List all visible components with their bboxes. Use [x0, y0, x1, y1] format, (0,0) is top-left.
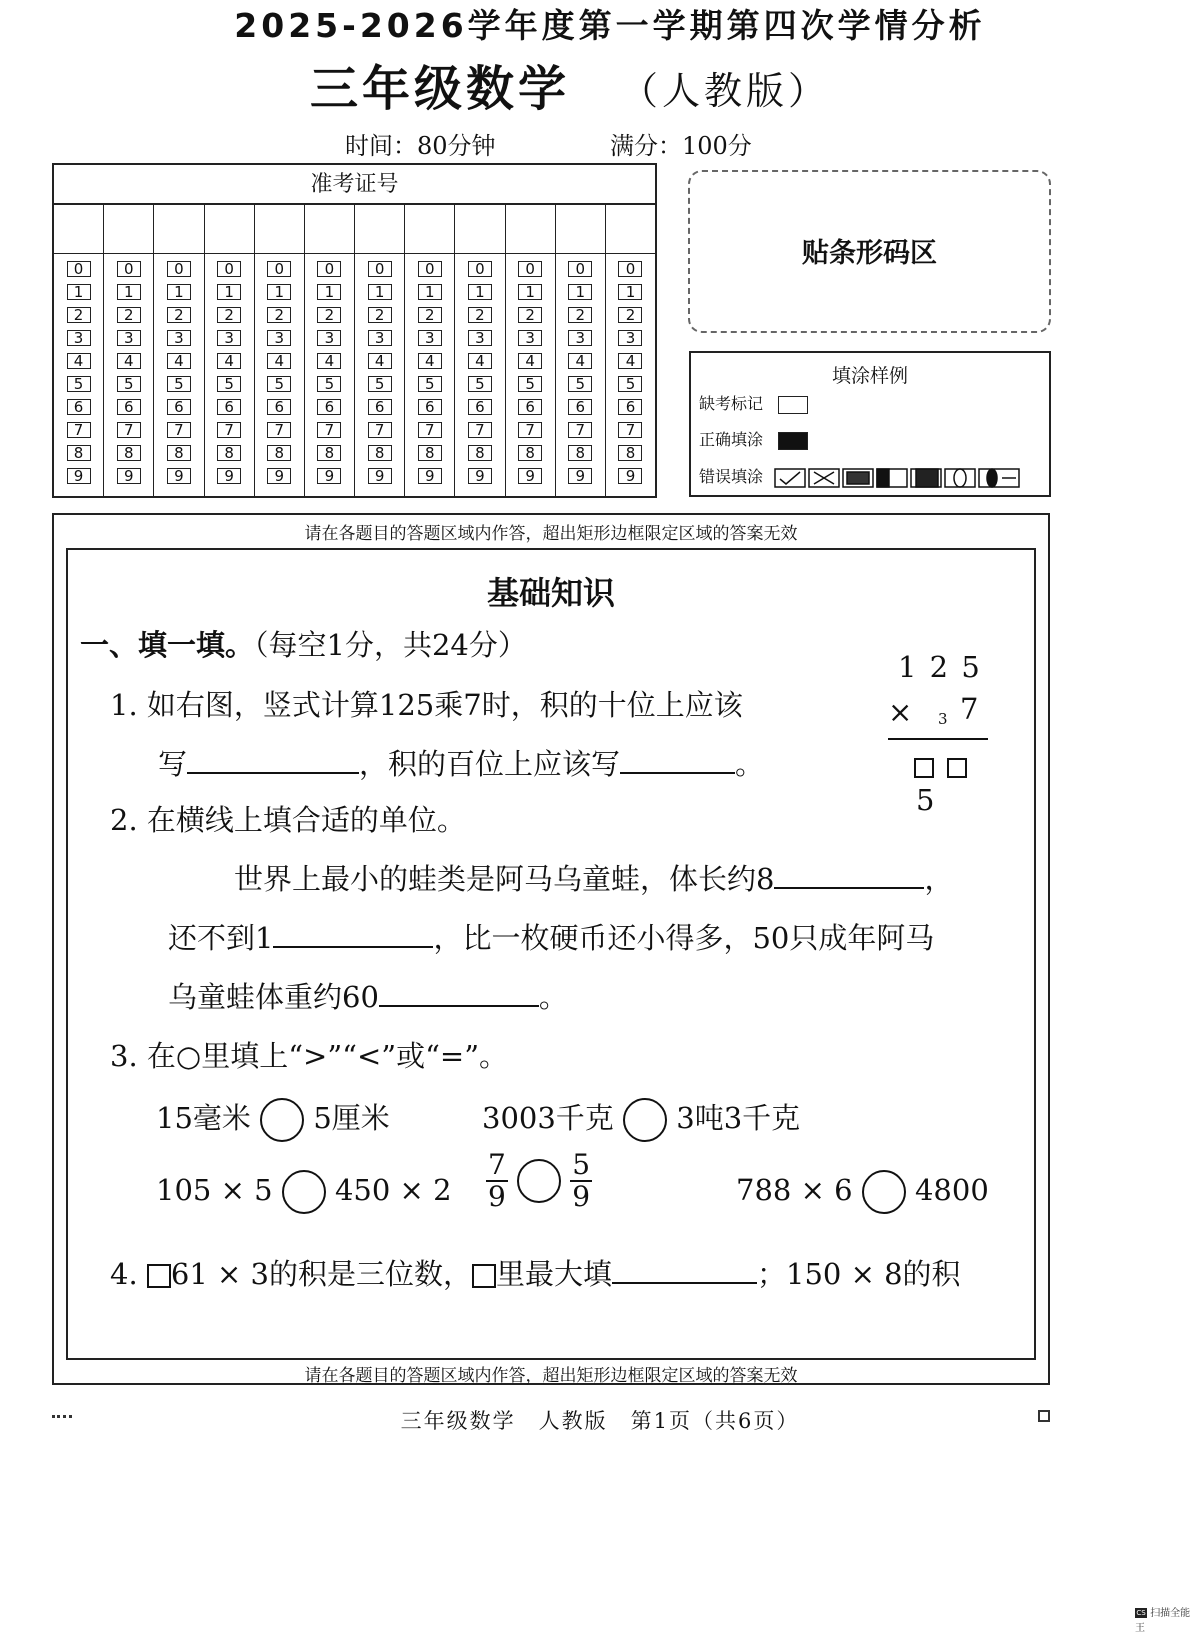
scanner-brand-text: 扫描全能王 — [1135, 1608, 1191, 1634]
result-hundreds-box[interactable] — [914, 758, 934, 778]
q2-weight-blank[interactable] — [379, 1004, 539, 1007]
question-3-prompt-line — [110, 1034, 508, 1075]
id-digit-bubble[interactable]: 0 — [518, 261, 542, 277]
question-1-line1 — [110, 683, 743, 724]
id-column — [205, 205, 255, 496]
full-score: 满分：100分 — [610, 132, 752, 160]
question-4-line — [110, 1252, 961, 1293]
id-digit-bubble[interactable]: 4 — [368, 353, 392, 369]
id-write-cell[interactable] — [54, 205, 103, 254]
result-line — [888, 738, 988, 740]
compare-5-right: 4800 — [914, 1173, 989, 1207]
compare-3-left: 105 × 5 — [156, 1173, 273, 1207]
edition-label: （人教版） — [620, 69, 831, 113]
q4-digit-box — [147, 1264, 171, 1288]
question-3-number: 3. — [110, 1039, 138, 1073]
id-write-cell[interactable] — [305, 205, 354, 254]
compare-4-circle[interactable] — [517, 1159, 561, 1203]
section-title: 基础知识 — [486, 574, 615, 612]
exam-title: 2025-2026学年度第一学期第四次学情分析 — [234, 6, 986, 45]
question-2-line3 — [168, 975, 568, 1016]
question-1-text-a: 写 — [158, 747, 188, 781]
wrong-fill-row — [699, 464, 1024, 489]
absent-mark-label: 缺考标记 — [699, 394, 764, 413]
id-digit-bubble[interactable]: 8 — [267, 445, 291, 461]
question-2-prompt-line — [110, 798, 466, 839]
question-1-text: 如右图，竖式计算125乘7时，积的十位上应该 — [146, 688, 743, 722]
question-2-text-1: 世界上最小的蛙类是阿马乌童蛙，体长约8 — [234, 862, 775, 896]
id-digit-bubble[interactable]: 7 — [217, 422, 241, 438]
notice-top: 请在各题目的答题区域内作答，超出矩形边框限定区域的答案无效 — [304, 524, 798, 544]
wrong-fill-label: 错误填涂 — [699, 467, 764, 486]
q1-tens-blank[interactable] — [187, 771, 359, 774]
id-digit-bubble[interactable]: 3 — [568, 330, 592, 346]
id-digit-bubble[interactable]: 4 — [568, 353, 592, 369]
id-column — [556, 205, 606, 496]
id-digit-bubble[interactable]: 9 — [368, 468, 392, 484]
result-ones-digit: 5 — [916, 783, 935, 817]
id-digit-bubble[interactable]: 6 — [167, 399, 191, 415]
id-digit-bubble[interactable]: 2 — [468, 307, 492, 323]
compare-1-circle[interactable] — [260, 1098, 304, 1142]
id-digit-bubble[interactable]: 6 — [368, 399, 392, 415]
compare-5-circle[interactable] — [862, 1170, 906, 1214]
id-digit-bubble[interactable]: 2 — [368, 307, 392, 323]
q2-body-length-blank[interactable] — [774, 886, 924, 889]
answer-frame — [66, 548, 1036, 1360]
compare-item-4 — [486, 1150, 592, 1212]
id-digit-bubble[interactable]: 7 — [618, 422, 642, 438]
id-digit-bubble[interactable]: 6 — [418, 399, 442, 415]
question-4-text-c: ；150 × 8的积 — [757, 1257, 961, 1291]
id-column — [606, 205, 655, 496]
fill-sample-title: 填涂样例 — [831, 365, 908, 387]
id-digit-bubble[interactable]: 8 — [418, 445, 442, 461]
id-digit-bubble[interactable]: 4 — [418, 353, 442, 369]
id-digit-bubble[interactable]: 6 — [618, 399, 642, 415]
id-digit-bubble[interactable]: 9 — [267, 468, 291, 484]
id-digit-bubble[interactable]: 0 — [267, 261, 291, 277]
id-digit-bubble[interactable]: 0 — [418, 261, 442, 277]
id-digit-bubble[interactable]: 6 — [317, 399, 341, 415]
id-digit-bubble[interactable]: 0 — [468, 261, 492, 277]
compare-4-right-numerator: 5 — [572, 1148, 591, 1181]
compare-4-right-fraction — [570, 1150, 592, 1212]
compare-1-right: 5厘米 — [313, 1101, 390, 1135]
compare-2-left: 3003千克 — [482, 1101, 614, 1135]
question-1-line2 — [158, 742, 764, 783]
id-digit-bubble[interactable]: 7 — [468, 422, 492, 438]
id-column — [405, 205, 455, 496]
q4-digit-box-ref — [472, 1264, 496, 1288]
id-digit-bubble[interactable]: 9 — [217, 468, 241, 484]
compare-2-right: 3吨3千克 — [676, 1101, 801, 1135]
id-column — [455, 205, 505, 496]
id-digit-bubble[interactable]: 1 — [217, 284, 241, 300]
id-digit-bubble[interactable]: 1 — [67, 284, 91, 300]
id-digit-bubble[interactable]: 3 — [618, 330, 642, 346]
id-digit-bubble[interactable]: 0 — [217, 261, 241, 277]
compare-item-3 — [156, 1170, 452, 1214]
id-digit-bubble[interactable]: 4 — [67, 353, 91, 369]
id-digit-bubble[interactable]: 5 — [317, 376, 341, 392]
id-write-cell[interactable] — [255, 205, 304, 254]
time-limit: 时间：80分钟 — [345, 132, 496, 160]
question-2-number: 2. — [110, 803, 138, 837]
id-write-cell[interactable] — [355, 205, 404, 254]
id-digit-bubble[interactable]: 3 — [117, 330, 141, 346]
q1-hundreds-blank[interactable] — [620, 771, 735, 774]
id-digit-bubble[interactable]: 1 — [518, 284, 542, 300]
q2-less-than-blank[interactable] — [273, 945, 433, 948]
compare-item-1 — [156, 1096, 390, 1142]
id-column — [355, 205, 405, 496]
id-digit-bubble[interactable]: 0 — [117, 261, 141, 277]
id-digit-bubble[interactable]: 2 — [167, 307, 191, 323]
id-digit-bubble[interactable]: 3 — [518, 330, 542, 346]
id-digit-bubble[interactable]: 3 — [217, 330, 241, 346]
id-digit-bubble[interactable]: 0 — [368, 261, 392, 277]
answer-area — [52, 513, 1050, 1385]
id-digit-bubble[interactable]: 2 — [418, 307, 442, 323]
id-digit-bubble[interactable]: 8 — [67, 445, 91, 461]
correct-fill-icon — [778, 432, 808, 450]
compare-2-circle[interactable] — [623, 1098, 667, 1142]
id-digit-bubble[interactable]: 0 — [167, 261, 191, 277]
correct-fill-row — [699, 427, 808, 450]
id-digit-bubble[interactable]: 9 — [167, 468, 191, 484]
id-digit-bubble[interactable]: 9 — [418, 468, 442, 484]
id-digit-bubble[interactable]: 6 — [67, 399, 91, 415]
id-digit-bubble[interactable]: 1 — [418, 284, 442, 300]
question-3-prompt: 在○里填上“>”“<”或“=”。 — [146, 1039, 509, 1073]
id-digit-bubble[interactable]: 1 — [618, 284, 642, 300]
compare-5-left: 788 × 6 — [736, 1173, 853, 1207]
question-4-number: 4. — [110, 1257, 138, 1291]
id-digit-bubble[interactable]: 0 — [618, 261, 642, 277]
question-2-text-2b: ，比一枚硬币还小得多，50只成年阿马 — [433, 921, 935, 955]
id-digit-bubble[interactable]: 8 — [368, 445, 392, 461]
id-digit-bubble[interactable]: 6 — [267, 399, 291, 415]
id-digit-bubble[interactable]: 8 — [217, 445, 241, 461]
id-digit-bubble[interactable]: 7 — [167, 422, 191, 438]
id-digit-bubble[interactable]: 7 — [317, 422, 341, 438]
id-digit-bubble[interactable]: 5 — [618, 376, 642, 392]
question-1-text-c: 。 — [735, 747, 765, 781]
id-digit-bubble[interactable]: 1 — [568, 284, 592, 300]
id-digit-bubble[interactable]: 2 — [317, 307, 341, 323]
id-write-cell[interactable] — [506, 205, 555, 254]
notice-bottom: 请在各题目的答题区域内作答，超出矩形边框限定区域的答案无效 — [304, 1366, 798, 1386]
absent-mark-row — [699, 391, 808, 414]
id-digit-bubble[interactable]: 2 — [117, 307, 141, 323]
id-digit-bubble[interactable]: 6 — [518, 399, 542, 415]
wrong-fill-examples-icon — [774, 467, 1024, 489]
id-digit-bubble[interactable]: 8 — [117, 445, 141, 461]
multiplicand: 1 2 5 — [898, 650, 982, 684]
id-digit-bubble[interactable]: 5 — [368, 376, 392, 392]
id-digit-bubble[interactable]: 9 — [117, 468, 141, 484]
absent-mark-checkbox[interactable] — [778, 396, 808, 414]
id-column — [506, 205, 556, 496]
id-digit-bubble[interactable]: 1 — [317, 284, 341, 300]
fill-sample-box — [689, 351, 1051, 497]
id-digit-bubble[interactable]: 0 — [317, 261, 341, 277]
candidate-id-grid — [52, 163, 657, 498]
result-tens-box[interactable] — [947, 758, 967, 778]
compare-1-left: 15毫米 — [156, 1101, 251, 1135]
subject-title: 三年级数学 — [310, 61, 571, 117]
id-write-cell[interactable] — [455, 205, 504, 254]
question-2-text-3b: 。 — [538, 980, 568, 1014]
question-2-line1 — [234, 857, 953, 898]
id-digit-bubble[interactable]: 2 — [568, 307, 592, 323]
question-4-text-a: 61 × 3的积是三位数， — [170, 1257, 472, 1291]
id-digit-bubble[interactable]: 6 — [217, 399, 241, 415]
multiplier: 7 — [960, 692, 979, 726]
correct-fill-label: 正确填涂 — [699, 430, 764, 449]
id-digit-bubble[interactable]: 9 — [468, 468, 492, 484]
id-digit-bubble[interactable]: 4 — [468, 353, 492, 369]
id-digit-bubble[interactable]: 7 — [117, 422, 141, 438]
id-digit-bubble[interactable]: 8 — [468, 445, 492, 461]
question-2-prompt: 在横线上填合适的单位。 — [146, 803, 466, 837]
id-digit-bubble[interactable]: 5 — [167, 376, 191, 392]
part1-score: （每空1分，共24分） — [254, 628, 527, 662]
id-digit-bubble[interactable]: 6 — [568, 399, 592, 415]
compare-4-left-denominator: 9 — [488, 1180, 506, 1213]
id-digit-bubble[interactable]: 0 — [568, 261, 592, 277]
id-digit-bubble[interactable]: 7 — [267, 422, 291, 438]
id-digit-bubble[interactable]: 9 — [618, 468, 642, 484]
id-digit-bubble[interactable]: 8 — [568, 445, 592, 461]
id-digit-bubble[interactable]: 1 — [468, 284, 492, 300]
id-digit-bubble[interactable]: 3 — [418, 330, 442, 346]
id-digit-bubble[interactable]: 1 — [117, 284, 141, 300]
id-digit-bubble[interactable]: 5 — [518, 376, 542, 392]
id-write-cell[interactable] — [154, 205, 203, 254]
carry-digit: 3 — [938, 710, 948, 728]
id-digit-bubble[interactable]: 5 — [67, 376, 91, 392]
times-sign: × — [888, 695, 913, 729]
q4-max-digit-blank[interactable] — [612, 1281, 757, 1284]
id-digit-bubble[interactable]: 0 — [67, 261, 91, 277]
id-digit-bubble[interactable]: 3 — [368, 330, 392, 346]
id-digit-bubble[interactable]: 3 — [167, 330, 191, 346]
id-digit-bubble[interactable]: 2 — [518, 307, 542, 323]
id-digit-bubble[interactable]: 5 — [468, 376, 492, 392]
result-row — [914, 749, 988, 817]
id-digit-bubble[interactable]: 4 — [217, 353, 241, 369]
id-digit-bubble[interactable]: 5 — [117, 376, 141, 392]
id-write-cell[interactable] — [205, 205, 254, 254]
id-digit-bubble[interactable]: 1 — [167, 284, 191, 300]
id-digit-bubble[interactable]: 7 — [518, 422, 542, 438]
id-digit-bubble[interactable]: 5 — [568, 376, 592, 392]
part1-heading — [80, 623, 527, 664]
id-digit-bubble[interactable]: 7 — [568, 422, 592, 438]
question-1-number: 1. — [110, 688, 138, 722]
id-digit-bubble[interactable]: 9 — [568, 468, 592, 484]
question-2-line2 — [168, 916, 934, 957]
id-digit-bubble[interactable]: 2 — [618, 307, 642, 323]
compare-4-left-numerator: 7 — [488, 1148, 506, 1181]
id-digit-bubble[interactable]: 2 — [267, 307, 291, 323]
id-digit-bubble[interactable]: 3 — [67, 330, 91, 346]
id-digit-bubble[interactable]: 1 — [368, 284, 392, 300]
id-digit-bubble[interactable]: 8 — [317, 445, 341, 461]
registration-mark-left-icon — [52, 1415, 72, 1424]
id-write-cell[interactable] — [606, 205, 655, 254]
id-column — [154, 205, 204, 496]
question-4-text-b: 里最大填 — [495, 1257, 612, 1291]
compare-4-left-fraction — [486, 1150, 508, 1212]
registration-mark-right-icon — [1038, 1410, 1050, 1422]
id-digit-bubble[interactable]: 4 — [267, 353, 291, 369]
id-write-cell[interactable] — [104, 205, 153, 254]
id-digit-bubble[interactable]: 8 — [518, 445, 542, 461]
scanner-brand — [1135, 1604, 1200, 1634]
id-digit-bubble[interactable]: 4 — [167, 353, 191, 369]
candidate-id-label: 准考证号 — [54, 165, 655, 205]
id-digit-bubble[interactable]: 7 — [418, 422, 442, 438]
page-footer: 三年级数学 人教版 第1页（共6页） — [400, 1409, 800, 1433]
id-digit-bubble[interactable]: 6 — [468, 399, 492, 415]
id-digit-bubble[interactable]: 9 — [67, 468, 91, 484]
id-column — [305, 205, 355, 496]
compare-3-circle[interactable] — [282, 1170, 326, 1214]
id-digit-bubble[interactable]: 4 — [618, 353, 642, 369]
id-digit-bubble[interactable]: 5 — [267, 376, 291, 392]
id-digit-bubble[interactable]: 2 — [217, 307, 241, 323]
id-digit-bubble[interactable]: 8 — [167, 445, 191, 461]
id-digit-bubble[interactable]: 5 — [217, 376, 241, 392]
question-1-text-b: ，积的百位上应该写 — [359, 747, 621, 781]
id-digit-bubble[interactable]: 3 — [468, 330, 492, 346]
id-digit-bubble[interactable]: 8 — [618, 445, 642, 461]
compare-4-right-denominator: 9 — [572, 1180, 591, 1213]
id-digit-bubble[interactable]: 4 — [317, 353, 341, 369]
compare-3-right: 450 × 2 — [334, 1173, 452, 1207]
id-column — [54, 205, 104, 496]
candidate-id-columns — [54, 205, 655, 496]
id-column — [104, 205, 154, 496]
scanner-logo-icon: CS — [1136, 1609, 1146, 1617]
id-write-cell[interactable] — [405, 205, 454, 254]
compare-item-2 — [482, 1096, 800, 1142]
id-digit-bubble[interactable]: 3 — [267, 330, 291, 346]
id-digit-bubble[interactable]: 5 — [418, 376, 442, 392]
id-digit-bubble[interactable]: 4 — [117, 353, 141, 369]
part1-title: 一、填一填。 — [80, 628, 255, 662]
id-digit-bubble[interactable]: 7 — [67, 422, 91, 438]
id-write-cell[interactable] — [556, 205, 605, 254]
id-digit-bubble[interactable]: 3 — [317, 330, 341, 346]
id-digit-bubble[interactable]: 9 — [518, 468, 542, 484]
id-column — [255, 205, 305, 496]
id-digit-bubble[interactable]: 4 — [518, 353, 542, 369]
barcode-area: 贴条形码区 — [688, 170, 1051, 333]
question-2-text-1-end: ， — [924, 862, 954, 896]
id-digit-bubble[interactable]: 2 — [67, 307, 91, 323]
compare-item-5 — [736, 1170, 989, 1214]
id-digit-bubble[interactable]: 7 — [368, 422, 392, 438]
id-digit-bubble[interactable]: 1 — [267, 284, 291, 300]
question-2-text-3a: 乌童蛙体重约60 — [168, 980, 379, 1014]
id-digit-bubble[interactable]: 6 — [117, 399, 141, 415]
vertical-multiplication — [888, 650, 988, 817]
id-digit-bubble[interactable]: 9 — [317, 468, 341, 484]
question-2-text-2a: 还不到1 — [168, 921, 274, 955]
